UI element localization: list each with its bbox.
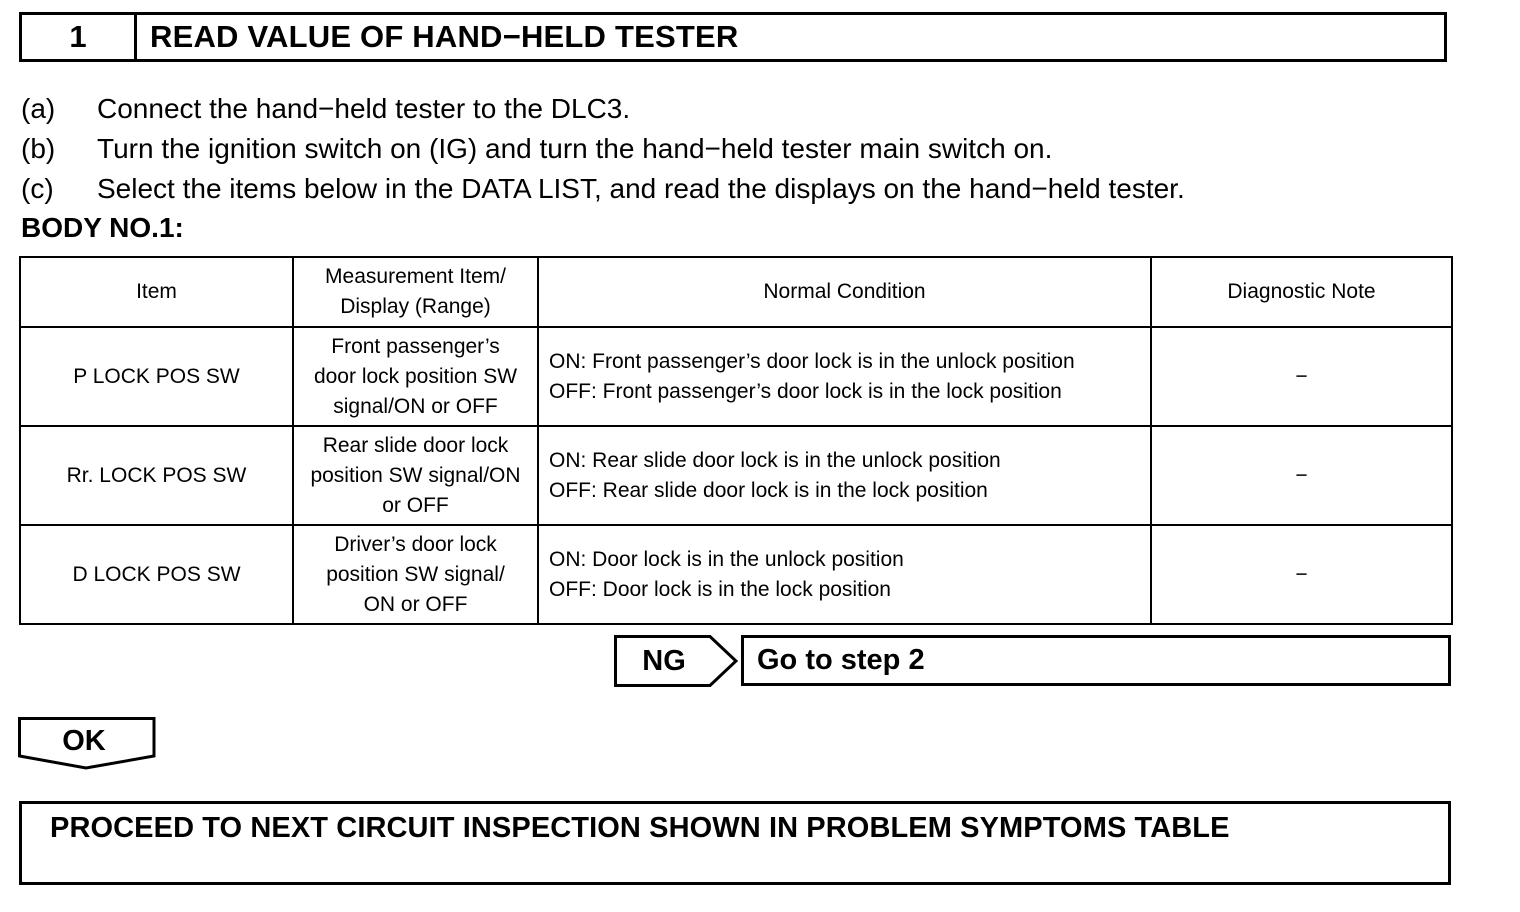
- measurement-line: Rear slide door lock: [322, 433, 509, 457]
- cell-item: D LOCK POS SW: [20, 525, 293, 624]
- table-row: [20, 426, 1452, 525]
- measurement-line: position SW signal/ON: [310, 463, 521, 487]
- instruction-text: Connect the hand−held tester to the DLC3.: [97, 93, 631, 124]
- step-title: READ VALUE OF HAND−HELD TESTER: [150, 19, 739, 54]
- go-to-step-box: Go to step 2: [741, 635, 1451, 686]
- instruction-text: Turn the ignition switch on (IG) and turn the hand−held tester main switch on.: [97, 133, 1053, 164]
- step-header: [19, 12, 1447, 62]
- measurement-line: Driver’s door lock: [334, 532, 497, 556]
- measurement-line: signal/ON or OFF: [333, 394, 498, 418]
- measurement-line: door lock position SW: [313, 364, 518, 388]
- ng-label: NG: [642, 644, 686, 677]
- instruction-a: [21, 92, 630, 126]
- data-list-table: [19, 256, 1453, 625]
- header-normal-condition: Normal Condition: [538, 257, 1151, 327]
- cell-measurement: [293, 426, 538, 525]
- header-measurement-line: Display (Range): [340, 295, 491, 318]
- condition-line: OFF: Door lock is in the lock position: [549, 577, 891, 601]
- measurement-line: ON or OFF: [363, 592, 468, 616]
- cell-item: Rr. LOCK POS SW: [20, 426, 293, 525]
- cell-diagnostic-note: −: [1151, 426, 1452, 525]
- cell-normal-condition: [538, 327, 1151, 426]
- header-diagnostic-note: Diagnostic Note: [1151, 257, 1452, 327]
- header-measurement: [293, 257, 538, 327]
- proceed-box: PROCEED TO NEXT CIRCUIT INSPECTION SHOWN IN PROBLEM SYMPTOMS TABLE: [19, 801, 1451, 885]
- header-measurement-line: Measurement Item/: [325, 265, 506, 288]
- cell-normal-condition: [538, 525, 1151, 624]
- table-row: [20, 327, 1452, 426]
- table-row: [20, 525, 1452, 624]
- instruction-c: [21, 172, 1185, 206]
- cell-normal-condition: [538, 426, 1151, 525]
- condition-line: OFF: Front passenger’s door lock is in the lock position: [549, 379, 1062, 403]
- step-number: 1: [22, 15, 137, 59]
- cell-diagnostic-note: −: [1151, 327, 1452, 426]
- measurement-line: Front passenger’s: [331, 334, 500, 358]
- cell-item: P LOCK POS SW: [20, 327, 293, 426]
- cell-measurement: [293, 525, 538, 624]
- condition-line: ON: Door lock is in the unlock position: [549, 547, 904, 571]
- header-item: Item: [20, 257, 293, 327]
- ok-label: OK: [62, 724, 106, 757]
- cell-diagnostic-note: −: [1151, 525, 1452, 624]
- measurement-line: position SW signal/: [326, 562, 505, 586]
- table-header-row: [20, 257, 1452, 327]
- instruction-label: (c): [21, 173, 54, 204]
- section-label: BODY NO.1:: [21, 212, 184, 243]
- instruction-label: (a): [21, 93, 56, 124]
- condition-line: OFF: Rear slide door lock is in the lock position: [549, 478, 988, 502]
- condition-line: ON: Front passenger’s door lock is in the unlock position: [549, 349, 1075, 373]
- condition-line: ON: Rear slide door lock is in the unlock position: [549, 448, 1001, 472]
- cell-measurement: [293, 327, 538, 426]
- instruction-b: [21, 132, 1052, 166]
- measurement-line: or OFF: [382, 493, 449, 517]
- instruction-label: (b): [21, 133, 56, 164]
- instruction-text: Select the items below in the DATA LIST, and read the displays on the hand−held tester.: [97, 173, 1185, 204]
